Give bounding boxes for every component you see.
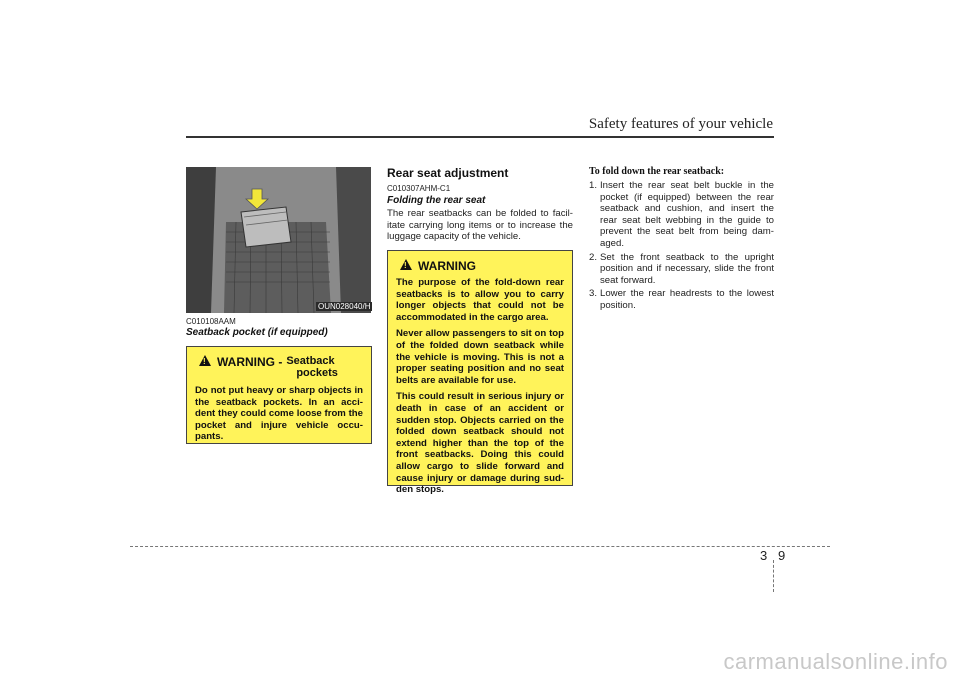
warning-topic — [286, 355, 338, 379]
watermark: carmanualsonline.info — [723, 649, 948, 674]
warning-icon: ! — [199, 355, 211, 366]
page-heading: Rear seat adjustment — [387, 166, 509, 180]
warning-box-folding — [387, 250, 573, 496]
step-text: Insert the rear seat belt buckle in the pocket (if equipped) between the rear seatback and cushion, and insert the rear seat belt webbing in the guide to prevent the seat belt from being dam-aged. — [600, 180, 774, 249]
footer-divider — [130, 546, 830, 547]
seatback-illustration — [186, 167, 371, 313]
step-text: Set the front seatback to the upright position and if necessary, slide the front seat forward. — [600, 251, 774, 286]
warning-box-seatback — [186, 346, 372, 444]
step-number: 3. — [589, 288, 598, 300]
warning-paragraph: This could result in serious injury or death in case of an accident or sudden stop. Objects carried on the folded down seatback should not extend higher than the top of the front seatbacks. Doing this could allow cargo to slide forward and cause injury or damage during sud-den stops. — [396, 391, 564, 496]
photo-caption: OUN028040/H — [318, 302, 371, 311]
warning-topic-line1: Seatback — [286, 355, 335, 367]
warning-label: WARNING — [418, 259, 476, 273]
section-subtitle: Folding the rear seat — [387, 195, 486, 206]
section-code: C010307AHM-C1 — [387, 184, 451, 193]
header-divider — [186, 136, 774, 138]
warning-topic-line2: pockets — [296, 367, 338, 379]
step-text: Lower the rear headrests to the lowest position. — [600, 288, 774, 311]
warning-icon: ! — [400, 259, 412, 270]
section-subtitle: Seatback pocket (if equipped) — [186, 327, 328, 338]
steps-list — [589, 180, 774, 312]
section-code: C010108AAM — [186, 317, 236, 326]
warning-title — [195, 355, 363, 379]
warning-title — [396, 259, 564, 273]
chapter-number: 3 — [760, 548, 768, 563]
warning-label: WARNING - — [217, 355, 283, 369]
step-item — [589, 180, 774, 250]
steps-heading: To fold down the rear seatback: — [589, 166, 725, 177]
warning-paragraph: Never allow passengers to sit on top of the folded down seatback while the vehicle is moving. This is not a proper seating position and no seat belts are available for use. — [396, 328, 564, 386]
warning-text: Do not put heavy or sharp objects in the seatback pockets. In an acci-dent they could come loose from the pocket and injure vehicle occu-pants. — [195, 385, 363, 443]
step-number: 2. — [589, 251, 598, 263]
step-number: 1. — [589, 180, 598, 191]
seatback-pocket-photo — [186, 167, 371, 313]
step-item — [589, 252, 774, 287]
section-title: Safety features of your vehicle — [588, 116, 773, 132]
page-number: 9 — [778, 548, 786, 563]
warning-paragraph: The purpose of the fold-down rear seatbacks is to allow you to carry longer objects that could not be accommodated in the cargo area. — [396, 277, 564, 323]
section-body: The rear seatbacks can be folded to facil-itate carrying long items or to increase the luggage capacity of the vehicle. — [387, 208, 573, 243]
step-item — [589, 288, 774, 311]
footer-marker-line — [773, 560, 774, 592]
